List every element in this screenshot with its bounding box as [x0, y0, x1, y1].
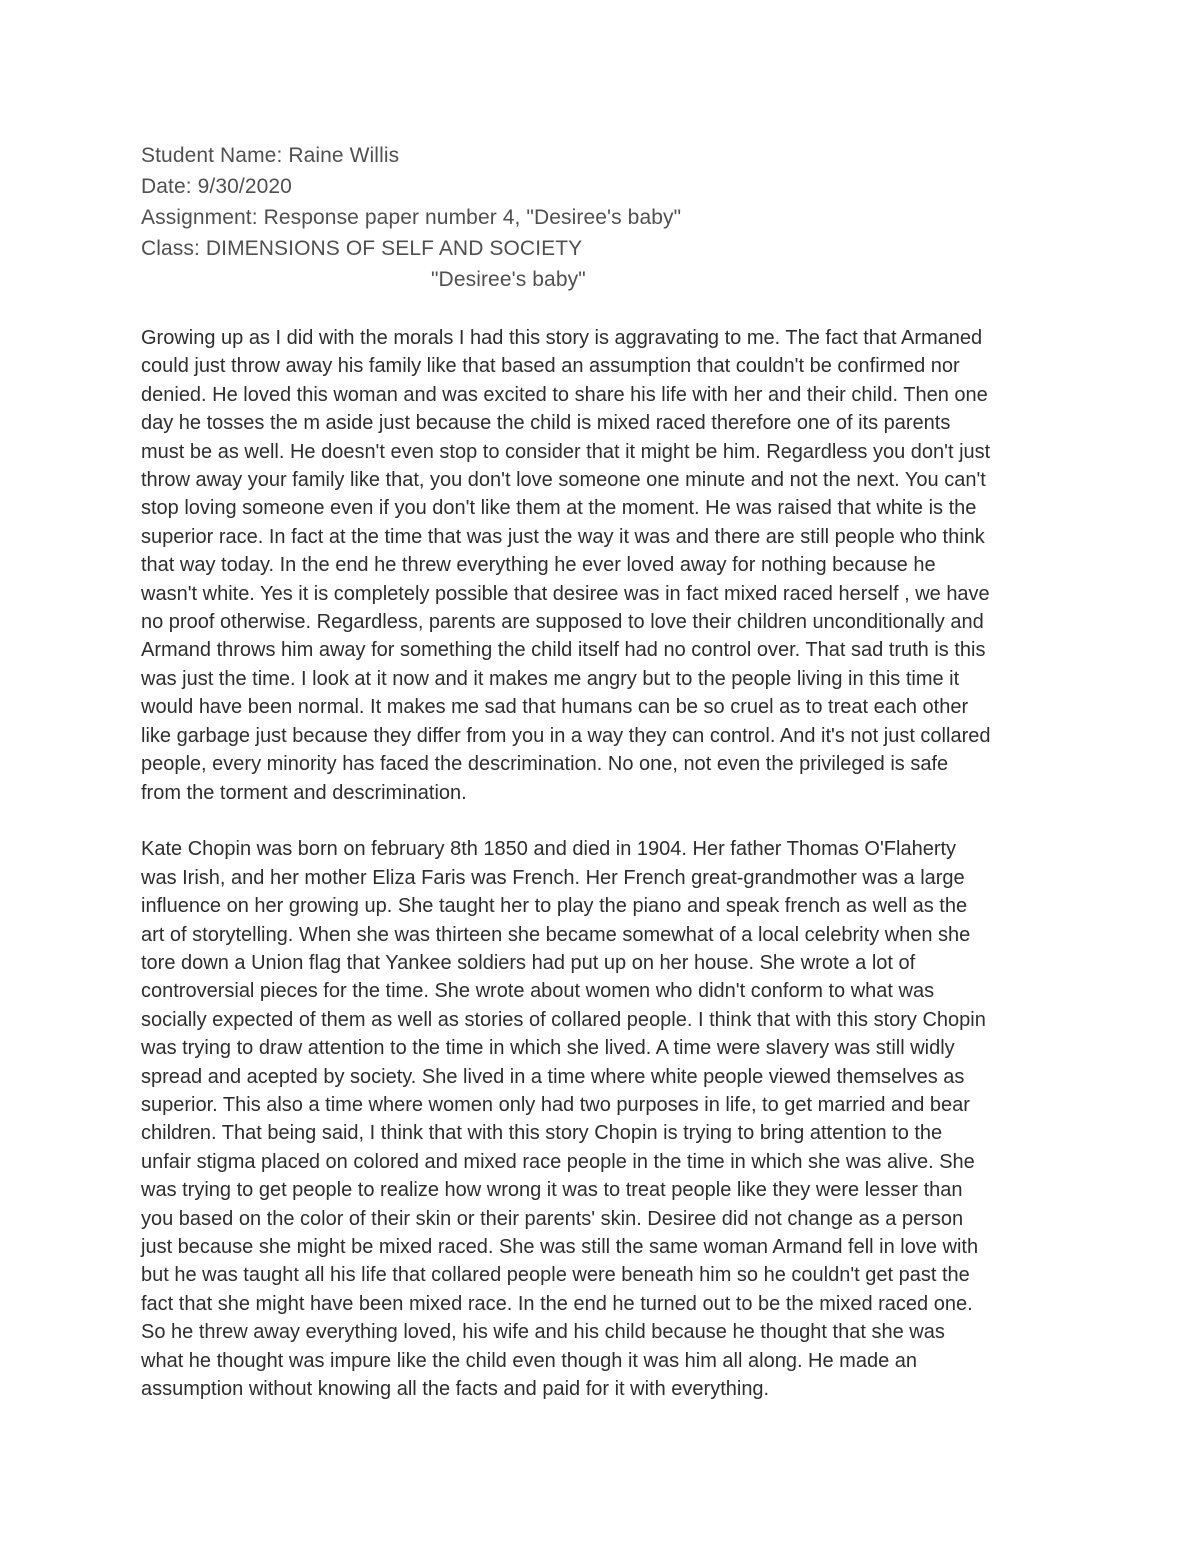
student-name: Student Name: Raine Willis — [141, 144, 400, 167]
document-header — [141, 140, 1081, 295]
paragraph-line: must be as well. He doesn't even stop to consider that it might be him. Regardless you don't just — [141, 440, 991, 463]
paragraph-line: could just throw away his family like that based an assumption that couldn't be confirmed nor — [141, 355, 960, 378]
paragraph-line: Armand throws him away for something the child itself had no control over. That sad truth is this — [141, 639, 986, 662]
paragraph-line: just because she might be mixed raced. She was still the same woman Armand fell in love with — [141, 1235, 979, 1258]
paragraph-line: unfair stigma placed on colored and mixed race people in the time in which she was alive. She — [141, 1150, 975, 1173]
paragraph-line: but he was taught all his life that collared people were beneath him so he couldn't get past the — [141, 1264, 970, 1287]
paragraph-line: was trying to get people to realize how wrong it was to treat people like they were lesser than — [141, 1179, 963, 1202]
paragraph-line: tore down a Union flag that Yankee soldiers had put up on her house. She wrote a lot of — [141, 951, 916, 974]
paragraph-line: So he threw away everything loved, his wife and his child because he thought that she was — [141, 1321, 945, 1344]
paragraph-line: would have been normal. It makes me sad that humans can be so cruel as to treat each other — [141, 696, 969, 719]
paragraph-line: denied. He loved this woman and was excited to share his life with her and their child. Then one — [141, 383, 988, 406]
paragraph-line: superior. This also a time where women only had two purposes in life, to get married and bear — [141, 1093, 970, 1116]
paragraph-line: assumption without knowing all the facts and paid for it with everything. — [141, 1378, 770, 1401]
paragraph-line: was just the time. I look at it now and it makes me angry but to the people living in this time it — [141, 667, 960, 690]
paragraph-line: children. That being said, I think that with this story Chopin is trying to bring attention to the — [141, 1122, 943, 1145]
paragraph-line: that way today. In the end he threw everything he ever loved away for nothing because he — [141, 554, 936, 577]
paragraph-line: art of storytelling. When she was thirteen she became somewhat of a local celebrity when she — [141, 923, 971, 946]
paragraph-line: superior race. In fact at the time that was just the way it was and there are still people who think — [141, 525, 985, 548]
paragraph-line: fact that she might have been mixed race. In the end he turned out to be the mixed raced one. — [141, 1292, 973, 1315]
date: Date: 9/30/2020 — [141, 175, 292, 198]
paragraph-line: you based on the color of their skin or their parents' skin. Desiree did not change as a person — [141, 1207, 964, 1230]
essay-title: "Desiree's baby" — [431, 268, 586, 291]
paragraph-line: people, every minority has faced the descrimination. No one, not even the privileged is safe — [141, 753, 949, 776]
paragraph-line: socially expected of them as well as stories of collared people. I think that with this story Chopin — [141, 1008, 986, 1031]
paragraph-line: what he thought was impure like the child even though it was him all along. He made an — [141, 1349, 918, 1372]
paragraph-line: from the torment and descrimination. — [141, 781, 467, 804]
assignment: Assignment: Response paper number 4, "Desiree's baby" — [141, 206, 682, 229]
essay-body — [141, 324, 1071, 1403]
paragraph-line: Growing up as I did with the morals I had this story is aggravating to me. The fact that Armaned — [141, 327, 983, 349]
class-name: Class: DIMENSIONS OF SELF AND SOCIETY — [141, 237, 583, 260]
paragraph-line: no proof otherwise. Regardless, parents are supposed to love their children unconditionally and — [141, 611, 984, 634]
paragraph — [141, 324, 1071, 807]
paragraph-line: day he tosses the m aside just because the child is mixed raced therefore one of its parents — [141, 412, 951, 435]
paragraph-line: controversial pieces for the time. She wrote about women who didn't conform to what was — [141, 980, 935, 1003]
paragraph-line: spread and acepted by society. She lived in a time where white people viewed themselves as — [141, 1065, 965, 1088]
paragraph-line: like garbage just because they differ from you in a way they can control. And it's not just collared — [141, 724, 991, 747]
paragraph-line: stop loving someone even if you don't like them at the moment. He was raised that white is the — [141, 497, 977, 520]
paragraph-line: wasn't white. Yes it is completely possible that desiree was in fact mixed raced herself , we have — [141, 582, 990, 605]
paragraph-line: Kate Chopin was born on february 8th 1850 and died in 1904. Her father Thomas O'Flaherty — [141, 838, 957, 861]
paragraph — [141, 835, 1071, 1403]
paragraph-line: throw away your family like that, you don't love someone one minute and not the next. You can't — [141, 469, 986, 492]
paragraph-line: influence on her growing up. She taught her to play the piano and speak french as well as the — [141, 895, 968, 918]
paragraph-line: was Irish, and her mother Eliza Faris was French. Her French great-grandmother was a large — [141, 866, 965, 889]
paragraph-line: was trying to draw attention to the time in which she lived. A time were slavery was still widly — [141, 1037, 955, 1060]
